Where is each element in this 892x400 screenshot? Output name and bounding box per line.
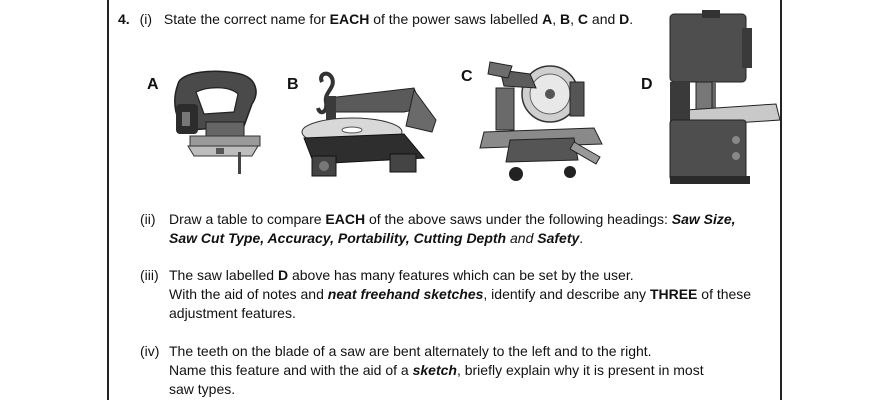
part-i-text: State the correct name for EACH of the power saws labelled A, B, C and D. — [163, 11, 634, 27]
part-iv-text: The teeth on the blade of a saw are bent alternately to the left and to the right. Name this feature and with the aid of a sketch, briefly explain why it is present in most saw types. — [169, 343, 704, 397]
part-ii-roman: (ii) — [140, 211, 156, 227]
label-a: A — [147, 76, 159, 93]
label-d: D — [641, 76, 653, 93]
jigsaw-icon — [160, 64, 270, 182]
question-4-part-i — [118, 10, 633, 28]
question-number: 4. — [118, 11, 130, 27]
label-c: C — [461, 68, 473, 85]
part-iii-roman: (iii) — [140, 267, 159, 283]
mitre-saw-icon — [470, 48, 610, 188]
scroll-saw-icon — [294, 68, 444, 188]
part-iii-text: The saw labelled D above has many features which can be set by the user. With the aid of notes and neat freehand sketches, identify and describe any THREE of these adjustment features. — [169, 267, 752, 321]
part-iii — [140, 266, 760, 323]
part-iv-roman: (iv) — [140, 343, 160, 359]
part-ii — [140, 210, 760, 248]
part-ii-text: Draw a table to compare EACH of the above saws under the following headings: Saw Size, Saw Cut Type, Accuracy, Portability, Cutting Depth and Safety. — [169, 211, 736, 246]
part-i-roman: (i) — [139, 11, 153, 27]
part-iv — [140, 342, 760, 399]
band-saw-icon — [656, 8, 784, 186]
label-b: B — [287, 76, 299, 93]
left-margin-line — [107, 0, 109, 400]
